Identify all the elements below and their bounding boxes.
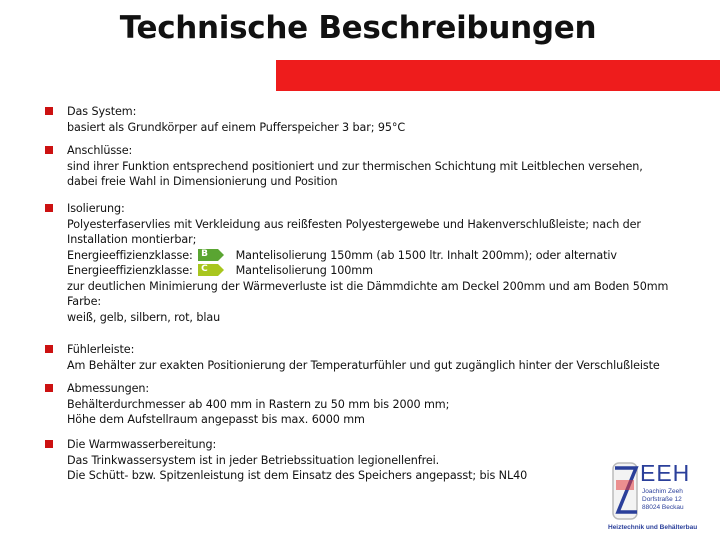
item-text: weiß, gelb, silbern, rot, blau xyxy=(67,310,221,324)
bullet-icon xyxy=(45,345,53,353)
logo-street: Dorfstraße 12 xyxy=(642,496,682,503)
energy-row xyxy=(67,263,668,279)
item-text: Am Behälter zur exakten Positionierung der Temperaturfühler und gut zugänglich hinter der Verschlußleiste xyxy=(67,358,660,372)
item-text: sind ihrer Funktion entsprechend positioniert und zur thermischen Schichtung mit Leitblechen versehen, xyxy=(67,159,643,173)
energy-class-b-icon xyxy=(198,249,224,261)
accent-bar xyxy=(276,60,720,91)
item-text: Höhe dem Aufstellraum angepasst bis max. 6000 mm xyxy=(67,413,365,426)
bullet-icon xyxy=(45,384,53,392)
energy-text: Mantelisolierung 150mm (ab 1500 ltr. Inhalt 200mm); oder alternativ xyxy=(235,248,617,262)
zeeh-tank-icon xyxy=(610,460,640,522)
list-item-system xyxy=(67,104,405,135)
item-text: Das Trinkwassersystem ist in jeder Betriebssituation legionellenfrei. xyxy=(67,453,440,467)
item-heading: Die Warmwasserbereitung: xyxy=(67,438,217,451)
item-heading: Isolierung: xyxy=(67,202,125,215)
bullet-icon xyxy=(45,146,53,154)
list-item-fuehlerleiste xyxy=(67,342,660,373)
item-heading: Fühlerleiste: xyxy=(67,343,135,356)
item-text: zur deutlichen Minimierung der Wärmeverluste ist die Dämmdichte am Deckel 200mm und am Boden 50mm xyxy=(67,279,669,293)
energy-class-c-icon xyxy=(198,264,224,276)
item-text: Farbe: xyxy=(67,295,102,308)
bullet-icon xyxy=(45,440,53,448)
company-logo xyxy=(606,458,702,534)
item-text: dabei freie Wahl in Dimensionierung und Position xyxy=(67,175,338,188)
logo-city: 88024 Beckau xyxy=(642,504,684,511)
logo-footer: Heiztechnik und Behälterbau xyxy=(608,524,698,531)
item-text: Behälterdurchmesser ab 400 mm in Rastern zu 50 mm bis 2000 mm; xyxy=(67,397,450,411)
list-item-isolierung xyxy=(67,201,668,325)
energy-class-letter: C xyxy=(201,264,208,274)
logo-name: Joachim Zeeh xyxy=(642,488,683,495)
list-item-abmessungen xyxy=(67,381,449,428)
item-text: basiert als Grundkörper auf einem Pufferspeicher 3 bar; 95°C xyxy=(67,120,406,134)
list-item-warmwasser xyxy=(67,437,527,484)
bullet-icon xyxy=(45,107,53,115)
item-text: Die Schütt- bzw. Spitzenleistung ist dem Einsatz des Speichers angepasst; bis NL40 xyxy=(67,469,528,482)
energy-label: Energieeffizienzklasse: xyxy=(67,264,193,277)
bullet-icon xyxy=(45,204,53,212)
logo-letters: EEH xyxy=(640,460,691,486)
list-item-anschluesse xyxy=(67,143,643,190)
item-heading: Das System: xyxy=(67,105,137,118)
energy-row xyxy=(67,248,668,264)
energy-text: Mantelisolierung 100mm xyxy=(235,264,373,277)
item-text: Installation montierbar; xyxy=(67,233,197,246)
page-title: Technische Beschreibungen xyxy=(119,10,597,46)
item-heading: Anschlüsse: xyxy=(67,144,133,157)
item-text: Polyesterfaservlies mit Verkleidung aus reißfesten Polyestergewebe und Hakenverschlußleiste; nach der xyxy=(67,217,641,231)
energy-class-letter: B xyxy=(201,248,208,259)
item-heading: Abmessungen: xyxy=(67,382,150,395)
energy-label: Energieeffizienzklasse: xyxy=(67,248,193,262)
